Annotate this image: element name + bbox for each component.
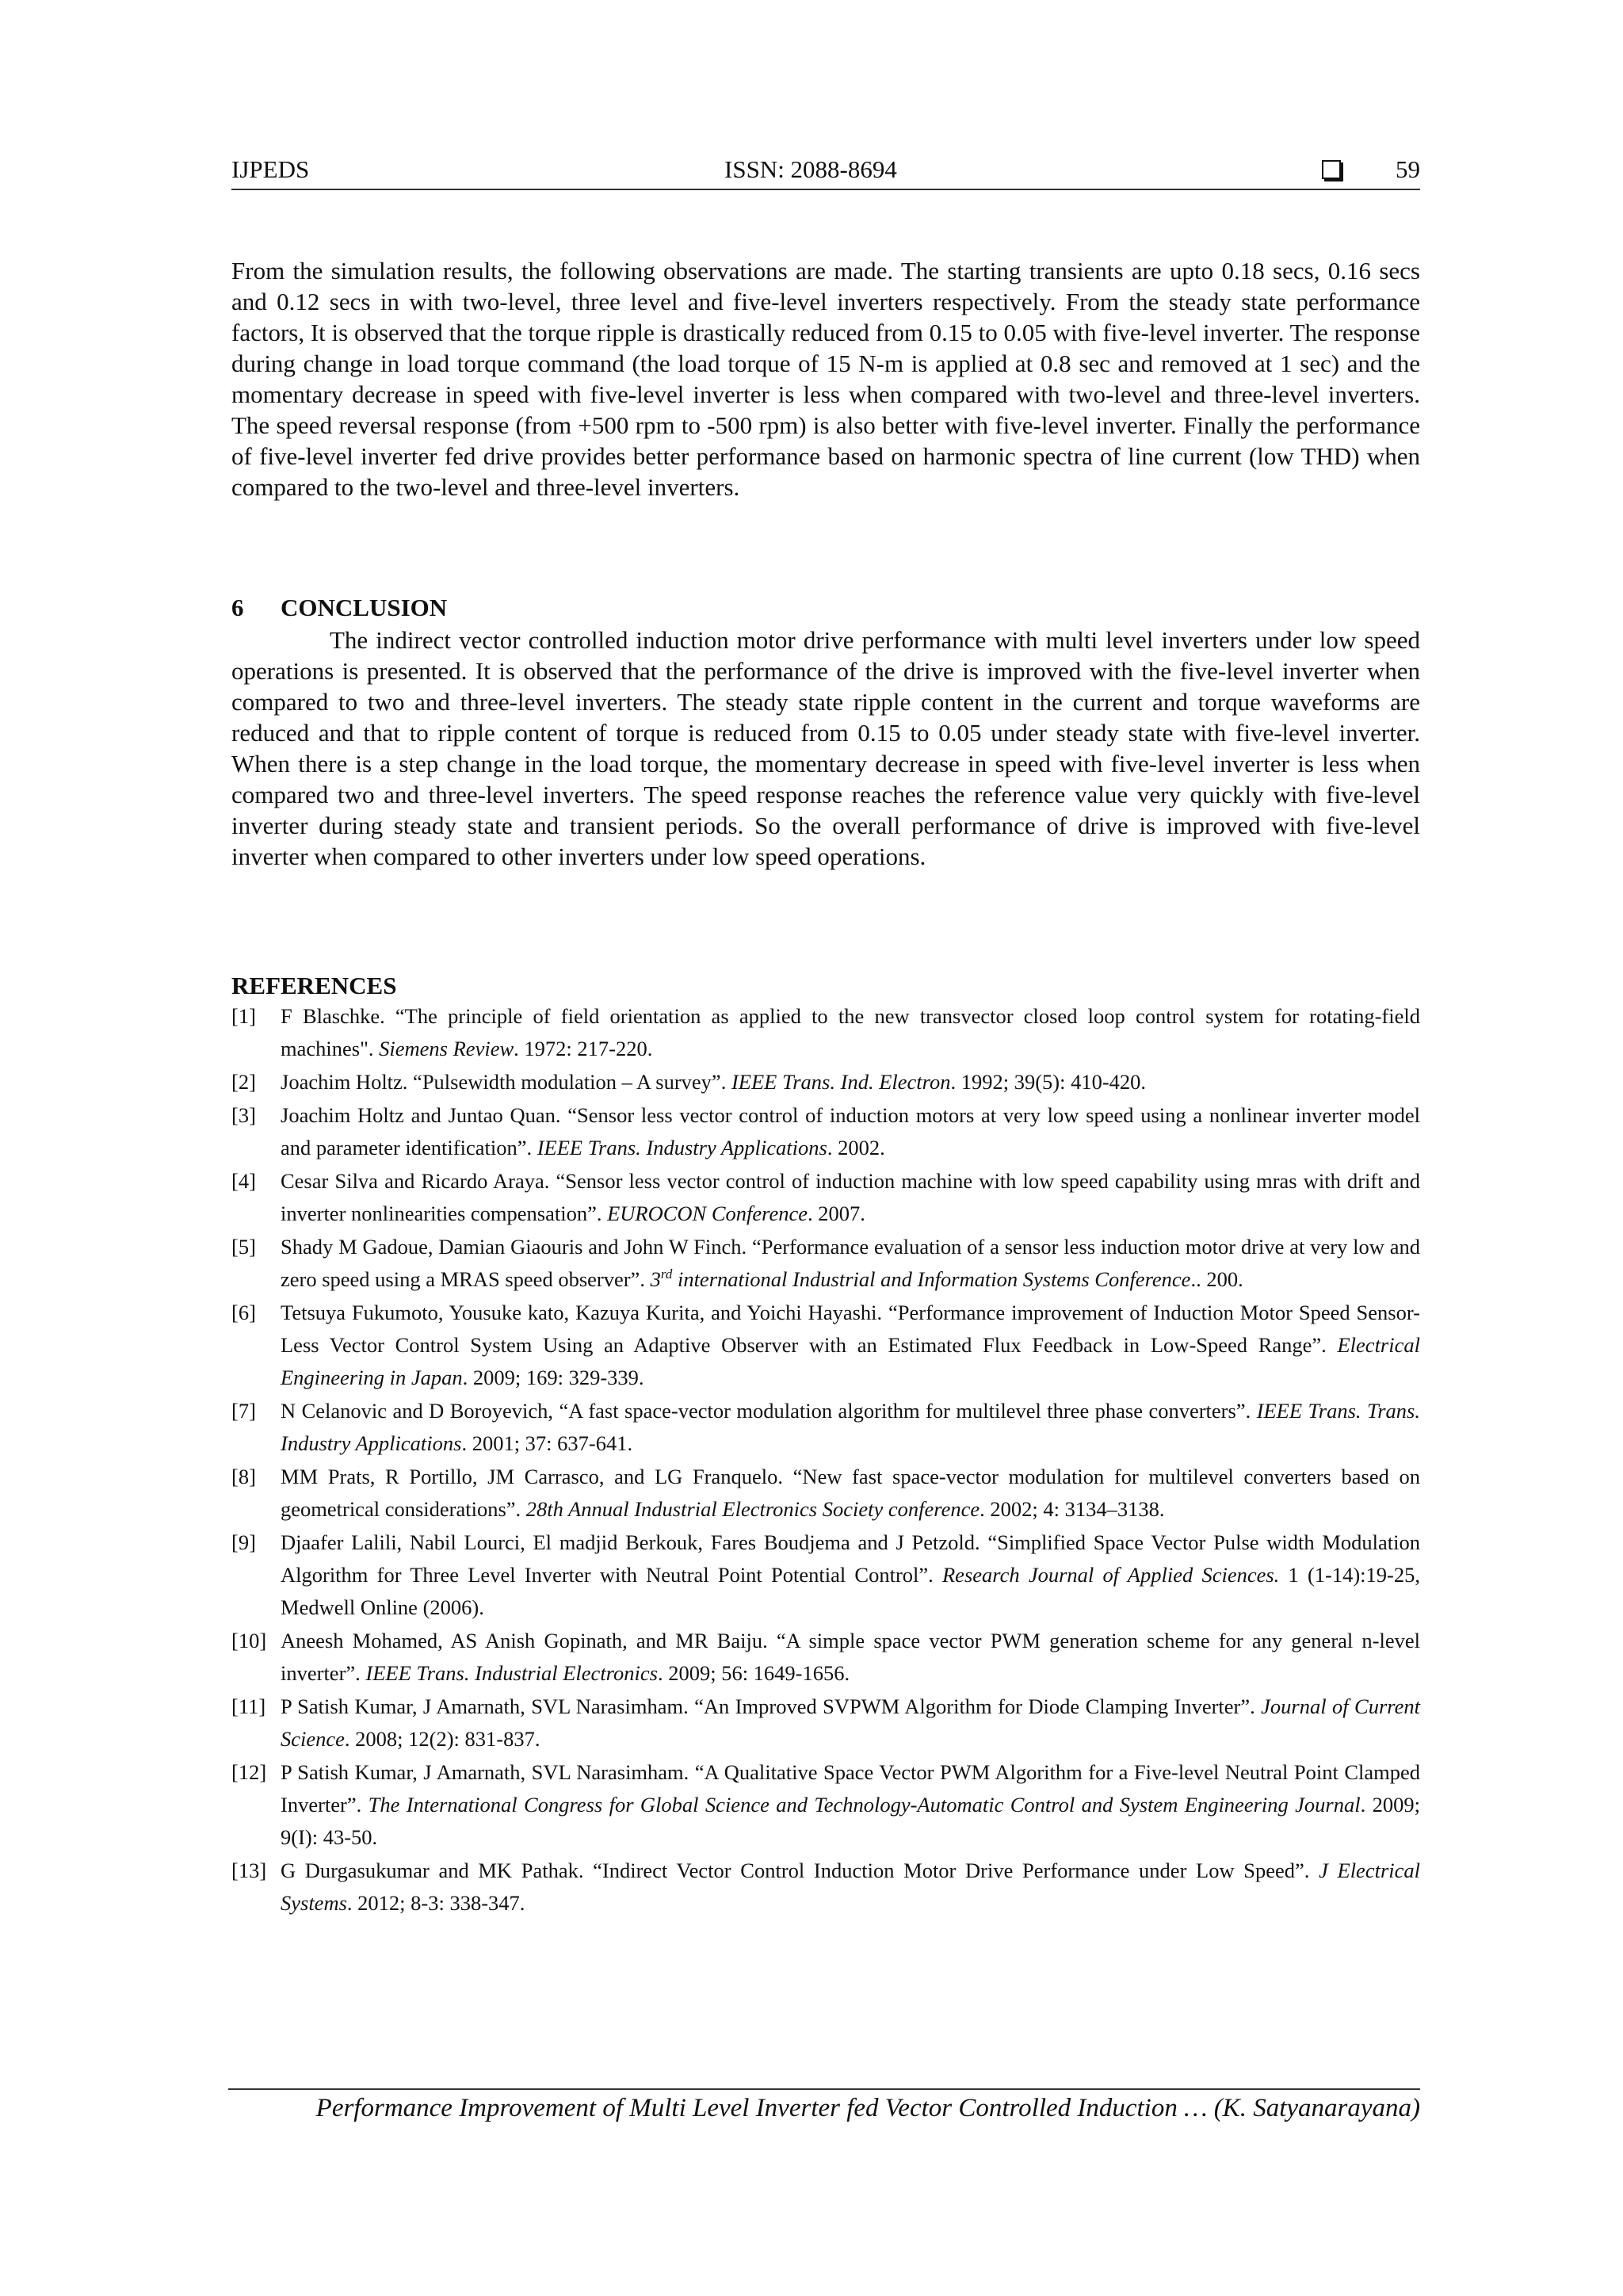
references-heading: REFERENCES xyxy=(231,972,397,999)
reference-text: N Celanovic and D Boroyevich, “A fast space-vector modulation algorithm for multilevel three phase converters”. xyxy=(281,1399,1257,1423)
reference-number: [2] xyxy=(231,1070,256,1094)
reference-text: Djaafer Lalili, Nabil Lourci, El madjid Berkouk, Fares Boudjema and J Petzold. “Simplified Space Vector Pulse width Modulation Algorithm for Three Level Inverter with Neutral Point Potential Control”. xyxy=(281,1530,1420,1587)
reference-item xyxy=(231,1297,1420,1394)
checkbox-square-icon xyxy=(1322,160,1341,179)
reference-venue: IEEE Trans. Ind. Electron xyxy=(731,1070,951,1094)
running-header xyxy=(231,155,1420,193)
reference-venue: 3 xyxy=(650,1267,661,1291)
reference-text: MM Prats, R Portillo, JM Carrasco, and LG Franquelo. “New fast space-vector modulation for multilevel converters based on geometrical considerations”. xyxy=(281,1465,1420,1521)
reference-details: . 2009; 9(I): 43-50. xyxy=(281,1793,1420,1849)
section-number: 6 xyxy=(231,594,244,621)
reference-venue: Research Journal of Applied Sciences. xyxy=(942,1563,1280,1587)
reference-number: [11] xyxy=(231,1694,266,1718)
reference-number: [8] xyxy=(231,1465,256,1488)
reference-venue: Electrical Engineering in Japan xyxy=(281,1333,1420,1389)
reference-venue-cont: international Industrial and Information Systems Conference xyxy=(672,1267,1191,1291)
observations-paragraph: From the simulation results, the following observations are made. The starting transients are upto 0.18 secs, 0.16 secs and 0.12 secs in with two-level, three level and five-level inverters respectively. From the steady state performance factors, It is observed that the torque ripple is drastically reduced from 0.15 to 0.05 with five-level inverter. The response during change in load torque command (the load torque of 15 N-m is applied at 0.8 sec and removed at 1 sec) and the momentary decrease in speed with five-level inverter is less when compared with two-level and three-level inverters. The speed reversal response (from +500 rpm to -500 rpm) is also better with five-level inverter. Finally the performance of five-level inverter fed drive provides better performance based on harmonic spectra of line current (low THD) when compared to the two-level and three-level inverters. xyxy=(231,257,1420,501)
reference-venue: The International Congress for Global Science and Technology-Automatic Control and System Engineering Journal xyxy=(368,1793,1361,1817)
running-footer: Performance Improvement of Multi Level Inverter fed Vector Controlled Induction … (K. Satyanarayana) xyxy=(315,2094,1420,2122)
reference-number: [5] xyxy=(231,1235,256,1259)
reference-item xyxy=(231,1461,1420,1526)
reference-details: 1 (1-14):19-25, Medwell Online (2006). xyxy=(281,1563,1420,1619)
reference-venue: Journal of Current Science xyxy=(281,1694,1420,1751)
reference-venue: IEEE Trans. Industry Applications xyxy=(537,1136,827,1159)
reference-item xyxy=(231,1066,1420,1098)
reference-details: . 2002; 4: 3134–3138. xyxy=(980,1497,1165,1521)
reference-venue: EUROCON Conference xyxy=(607,1201,808,1225)
reference-details: . 2002. xyxy=(827,1136,885,1159)
reference-item xyxy=(231,1526,1420,1624)
section-heading xyxy=(231,594,447,622)
reference-venue: Siemens Review xyxy=(379,1037,514,1060)
reference-item xyxy=(231,1395,1420,1460)
header-divider xyxy=(231,189,1420,190)
reference-number: [4] xyxy=(231,1169,256,1193)
reference-number: [7] xyxy=(231,1399,256,1423)
reference-details: .. 200. xyxy=(1190,1267,1243,1291)
reference-details: . 1992; 39(5): 410-420. xyxy=(950,1070,1147,1094)
reference-number: [10] xyxy=(231,1629,267,1652)
reference-venue: J Electrical Systems xyxy=(281,1859,1420,1915)
reference-venue: IEEE Trans. Trans. Industry Applications xyxy=(281,1399,1420,1455)
reference-details: . 2012; 8-3: 338-347. xyxy=(346,1891,525,1915)
reference-item xyxy=(231,1756,1420,1854)
reference-item xyxy=(231,1855,1420,1920)
reference-item xyxy=(231,1625,1420,1690)
reference-details: . 2009; 56: 1649-1656. xyxy=(657,1661,850,1685)
conclusion-paragraph: The indirect vector controlled induction motor drive performance with multi level inverters under low speed operations is presented. It is observed that the performance of the drive is improved with the five-level inverter when compared to two and three-level inverters. The steady state ripple content in the current and torque waveforms are reduced and that to ripple content of torque is reduced from 0.15 to 0.05 under steady state with five-level inverter. When there is a step change in the load torque, the momentary decrease in speed with five-level inverter is less when compared two and three-level inverters. The speed response reaches the reference value very quickly with five-level inverter during steady state and transient periods. So the overall performance of drive is improved with five-level inverter when compared to other inverters under low speed operations. xyxy=(231,626,1420,870)
reference-text: P Satish Kumar, J Amarnath, SVL Narasimham. “A Qualitative Space Vector PWM Algorithm for a Five-level Neutral Point Clamped Inverter”. xyxy=(281,1760,1420,1817)
reference-text: G Durgasukumar and MK Pathak. “Indirect Vector Control Induction Motor Drive Performance under Low Speed”. xyxy=(281,1859,1319,1882)
reference-item xyxy=(231,1690,1420,1755)
reference-text: P Satish Kumar, J Amarnath, SVL Narasimham. “An Improved SVPWM Algorithm for Diode Clamping Inverter”. xyxy=(281,1694,1262,1718)
reference-details: . 1972: 217-220. xyxy=(514,1037,653,1060)
reference-number: [13] xyxy=(231,1859,267,1882)
reference-list xyxy=(231,1000,1420,1920)
reference-text: Tetsuya Fukumoto, Yousuke kato, Kazuya Kurita, and Yoichi Hayashi. “Performance improvement of Induction Motor Speed Sensor-Less Vector Control System Using an Adaptive Observer with an Estimated Flux Feedback in Low-Speed Range”. xyxy=(281,1301,1420,1357)
footer-divider xyxy=(228,2088,1420,2090)
reference-superscript: rd xyxy=(660,1266,673,1282)
reference-venue: IEEE Trans. Industrial Electronics xyxy=(365,1661,658,1685)
reference-number: [3] xyxy=(231,1103,256,1127)
section-title: CONCLUSION xyxy=(281,594,448,621)
reference-text: Shady M Gadoue, Damian Giaouris and John W Finch. “Performance evaluation of a sensor less induction motor drive at very low and zero speed using a MRAS speed observer”. xyxy=(281,1235,1420,1291)
reference-number: [1] xyxy=(231,1004,256,1028)
reference-number: [12] xyxy=(231,1760,267,1784)
reference-number: [9] xyxy=(231,1530,256,1554)
reference-item xyxy=(231,1099,1420,1164)
issn: ISSN: 2088-8694 xyxy=(724,155,897,183)
reference-item xyxy=(231,1000,1420,1065)
reference-details: . 2009; 169: 329-339. xyxy=(462,1366,644,1389)
reference-text: Joachim Holtz and Juntao Quan. “Sensor less vector control of induction motors at very low speed using a nonlinear inverter model and parameter identification”. xyxy=(281,1103,1420,1159)
reference-text: Aneesh Mohamed, AS Anish Gopinath, and MR Baiju. “A simple space vector PWM generation scheme for any general n-level inverter”. xyxy=(281,1629,1420,1685)
reference-text: F Blaschke. “The principle of field orientation as applied to the new transvector closed loop control system for rotating-field machines". xyxy=(281,1004,1420,1060)
journal-name: IJPEDS xyxy=(231,155,310,183)
reference-details: . 2007. xyxy=(808,1201,865,1225)
reference-text: Cesar Silva and Ricardo Araya. “Sensor less vector control of induction machine with low speed capability using mras with drift and inverter nonlinearities compensation”. xyxy=(281,1169,1420,1225)
reference-text: Joachim Holtz. “Pulsewidth modulation – A survey”. xyxy=(281,1070,731,1094)
reference-item xyxy=(231,1165,1420,1230)
reference-item xyxy=(231,1231,1420,1296)
reference-details: . 2001; 37: 637-641. xyxy=(461,1431,633,1455)
reference-details: . 2008; 12(2): 831-837. xyxy=(344,1727,540,1751)
page-number: 59 xyxy=(1396,155,1420,183)
reference-venue: 28th Annual Industrial Electronics Society conference xyxy=(525,1497,980,1521)
reference-number: [6] xyxy=(231,1301,256,1324)
